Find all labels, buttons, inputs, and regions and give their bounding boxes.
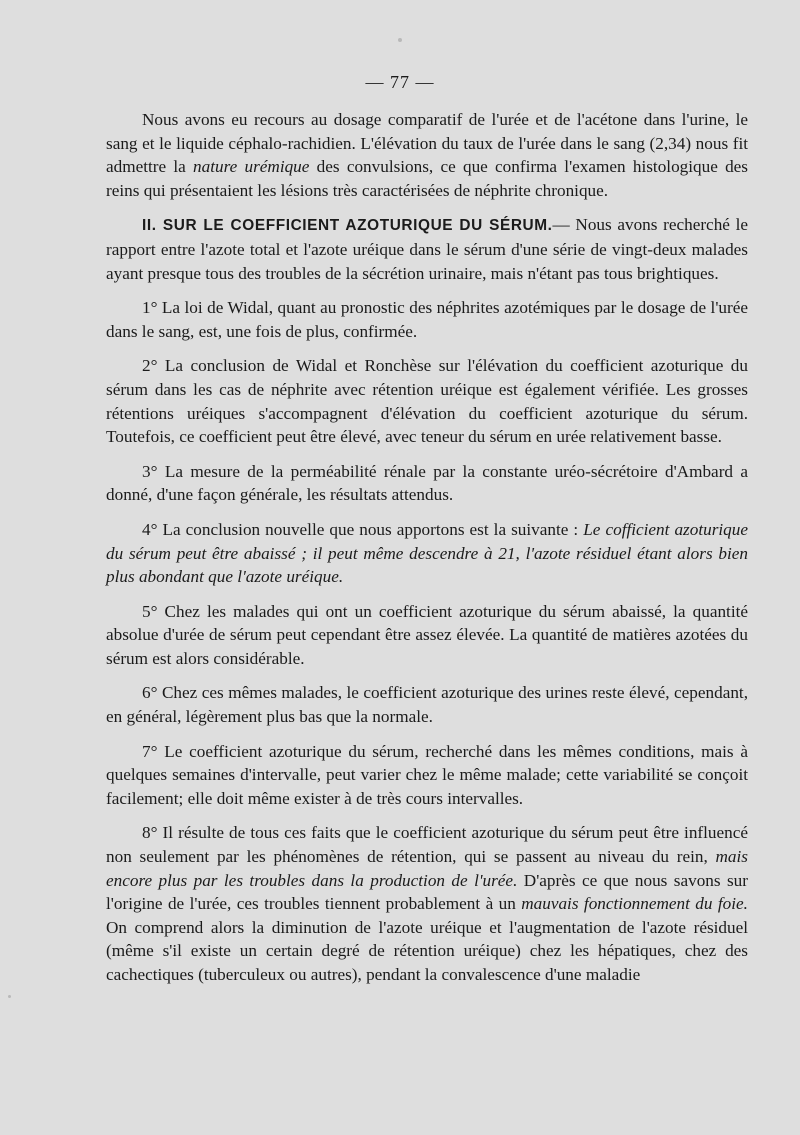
list-item-5: 5° Chez les malades qui ont un coefficient azoturique du sérum abaissé, la quantité absolue d'urée de sérum peut cependant être assez élevée. La quantité de matières azotées du sérum est alors considérable. — [106, 601, 748, 668]
list-item-6: 6° Chez ces mêmes malades, le coefficient azoturique des urines reste élevé, cependant, en général, légèrement plus bas que la normale. — [106, 683, 748, 727]
list-item-3: 3° La mesure de la perméabilité rénale par la constante uréo-sécrétoire d'Ambard a donné, d'une façon générale, les résultats attendus. — [106, 461, 748, 505]
list-item-1: 1° La loi de Widal, quant au pronostic des néphrites azotémiques par le dosage de l'urée dans le sang, est, une fois de plus, confirmée. — [106, 298, 748, 341]
section-heading: II. SUR LE COEFFICIENT AZOTURIQUE DU SÉRUM. — [142, 217, 553, 235]
paragraph-intro: Nous avons eu recours au dosage comparatif de l'urée et de l'acétone dans l'urine, le sang et le liquide céphalo-rachidien. L'élévation du taux de l'urée dans le sang (2,34) nous fit admettre la nature urémique des convulsions, ce que confirma l'examen histologique des reins qui présentaient les lésions très caractérisées de néphrite chronique. — [106, 110, 748, 200]
list-item-7: 7° Le coefficient azoturique du sérum, recherché dans les mêmes conditions, mais à quelques semaines d'intervalle, peut varier chez le même malade; cette variabilité se conçoit facilement; elle doit même exister à de très cours intervalles. — [106, 741, 748, 808]
page-number: — 77 — — [365, 72, 435, 92]
section-paragraph: II. SUR LE COEFFICIENT AZOTURIQUE DU SÉRUM.— Nous avons recherché le rapport entre l'azote total et l'azote uréique dans le sérum d'une série de vingt-deux malades ayant presque tous des troubles de la sécrétion urinaire, mais n'étant pas tous brightiques. — [106, 215, 748, 283]
list-item-8: 8° Il résulte de tous ces faits que le coefficient azoturique du sérum peut être influencé non seulement par les phénomènes de rétention, qui se passent au niveau du rein, mais encore plus par les troubles dans la production de l'urée. D'après ce que nous savons sur l'origine de l'urée, ces troubles tiennent probablement à un mauvais fonctionnement du foie. On comprend alors la diminution de l'azote uréique et l'augmentation de l'azote résiduel (même s'il existe un certain degré de rétention uréique) chez les hépatiques, chez des cachectiques (tuberculeux ou autres), pendant la convalescence d'une maladie — [106, 823, 749, 984]
body-text — [106, 108, 748, 998]
list-item-2: 2° La conclusion de Widal et Ronchèse sur l'élévation du coefficient azoturique du sérum dans les cas de néphrite avec rétention uréique est également vérifiée. Les grosses rétentions uréiques s'accompagnent d'élévation du coefficient azoturique du sérum. Toutefois, ce coefficient peut être élevé, avec teneur du sérum en urée relativement basse. — [106, 356, 748, 447]
paper-speck — [398, 38, 402, 42]
list-item-4: 4° La conclusion nouvelle que nous apportons est la suivante : Le cofficient azoturique du sérum peut être abaissé ; il peut même descendre à 21, l'azote résiduel étant alors bien plus abondant que l'azote uréique. — [106, 519, 748, 587]
paper-speck — [8, 995, 11, 998]
